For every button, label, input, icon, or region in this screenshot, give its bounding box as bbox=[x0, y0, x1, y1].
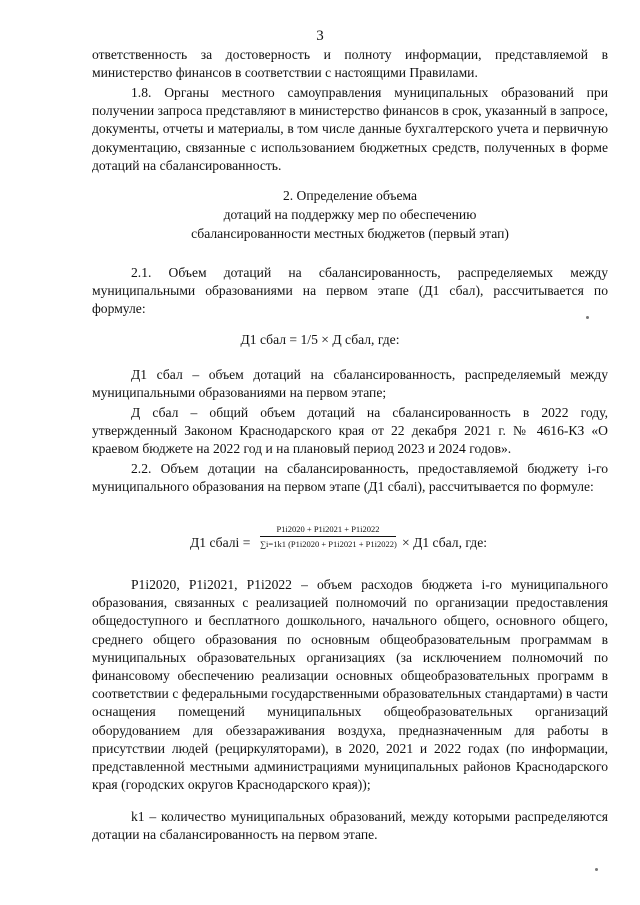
heading-line-1: 2. Определение объема bbox=[282, 188, 418, 203]
heading-line-2: дотаций на поддержку мер по обеспечению bbox=[223, 207, 477, 222]
formula-fraction bbox=[260, 524, 396, 549]
formula-d1-per-municipality bbox=[190, 520, 550, 564]
paragraph-1-8: 1.8. Органы местного самоуправления муниципальных образований при получении запроса представляют в министерство финансов в срок, указанный в запросе, документы, отчеты и материалы, в том числе данные бухгалтерского учета и первичную документацию, связанные с использованием бюджетных средств, полученных в форме дотаций на сбалансированность. bbox=[92, 85, 608, 173]
page-number: 3 bbox=[316, 28, 324, 44]
formula-numerator: Р1i2020 + Р1i2021 + Р1i2022 bbox=[260, 524, 396, 537]
paragraph-k1-definition: k1 – количество муниципальных образований, между которыми распределяются дотации на сбалансированность на первом этапе. bbox=[92, 809, 608, 843]
paragraph-2-1: 2.1. Объем дотаций на сбалансированность, распределяемых между муниципальными образованиями на первом этапе (Д1 сбал), рассчитывается по формуле: bbox=[92, 265, 608, 317]
paragraph-d1-definition: Д1 сбал – объем дотаций на сбалансированность, распределяемый между муниципальными образованиями на первом этапе; bbox=[92, 367, 608, 401]
paragraph-2-2: 2.2. Объем дотации на сбалансированность, предоставляемой бюджету i-го муниципального образования на первом этапе (Д1 сбалi), рассчитывается по формуле: bbox=[92, 461, 608, 495]
formula-rhs: × Д1 сбал, где: bbox=[402, 535, 488, 550]
scan-speck bbox=[586, 316, 589, 319]
formula-denominator: ∑i=1k1 (Р1i2020 + Р1i2021 + Р1i2022) bbox=[260, 539, 397, 549]
paragraph-responsibility: ответственность за достоверность и полноту информации, представляемой в министерство финансов в соответствии с настоящими Правилами. bbox=[92, 47, 608, 81]
formula-lhs: Д1 сбалi = bbox=[190, 535, 251, 550]
heading-line-3: сбалансированности местных бюджетов (первый этап) bbox=[191, 226, 509, 241]
section-heading bbox=[80, 186, 620, 243]
scan-speck bbox=[595, 868, 598, 871]
paragraph-p1-definition: Р1i2020, Р1i2021, Р1i2022 – объем расходов бюджета i-го муниципального образования, связанных с реализацией полномочий по организации предоставления общедоступного и бесплатного дошкольного, начального общего, основного общего, среднего общего образования по основным общеобразовательным программам в муниципальных образовательных организациях (за исключением полномочий по финансовому обеспечению реализации основных общеобразовательных программ в соответствии с федеральными государственными образовательных стандартами) в части оснащения помещений муниципальных общеобразовательных организаций оборудованием для обеззараживания воздуха, предназначенным для работы в присутствии людей (рециркуляторами), в 2020, 2021 и 2022 годах (по информации, представленной местными администрациями муниципальных районов Краснодарского края (городских округов Краснодарского края)); bbox=[92, 577, 608, 793]
formula-d1-total: Д1 сбал = 1/5 × Д сбал, где: bbox=[240, 332, 400, 347]
paragraph-d-total-definition: Д сбал – общий объем дотаций на сбалансированность в 2022 году, утвержденный Законом Краснодарского края от 22 декабря 2021 г. № 4616-КЗ «О краевом бюджете на 2022 год и на плановый период 2023 и 2024 годов». bbox=[92, 405, 608, 457]
